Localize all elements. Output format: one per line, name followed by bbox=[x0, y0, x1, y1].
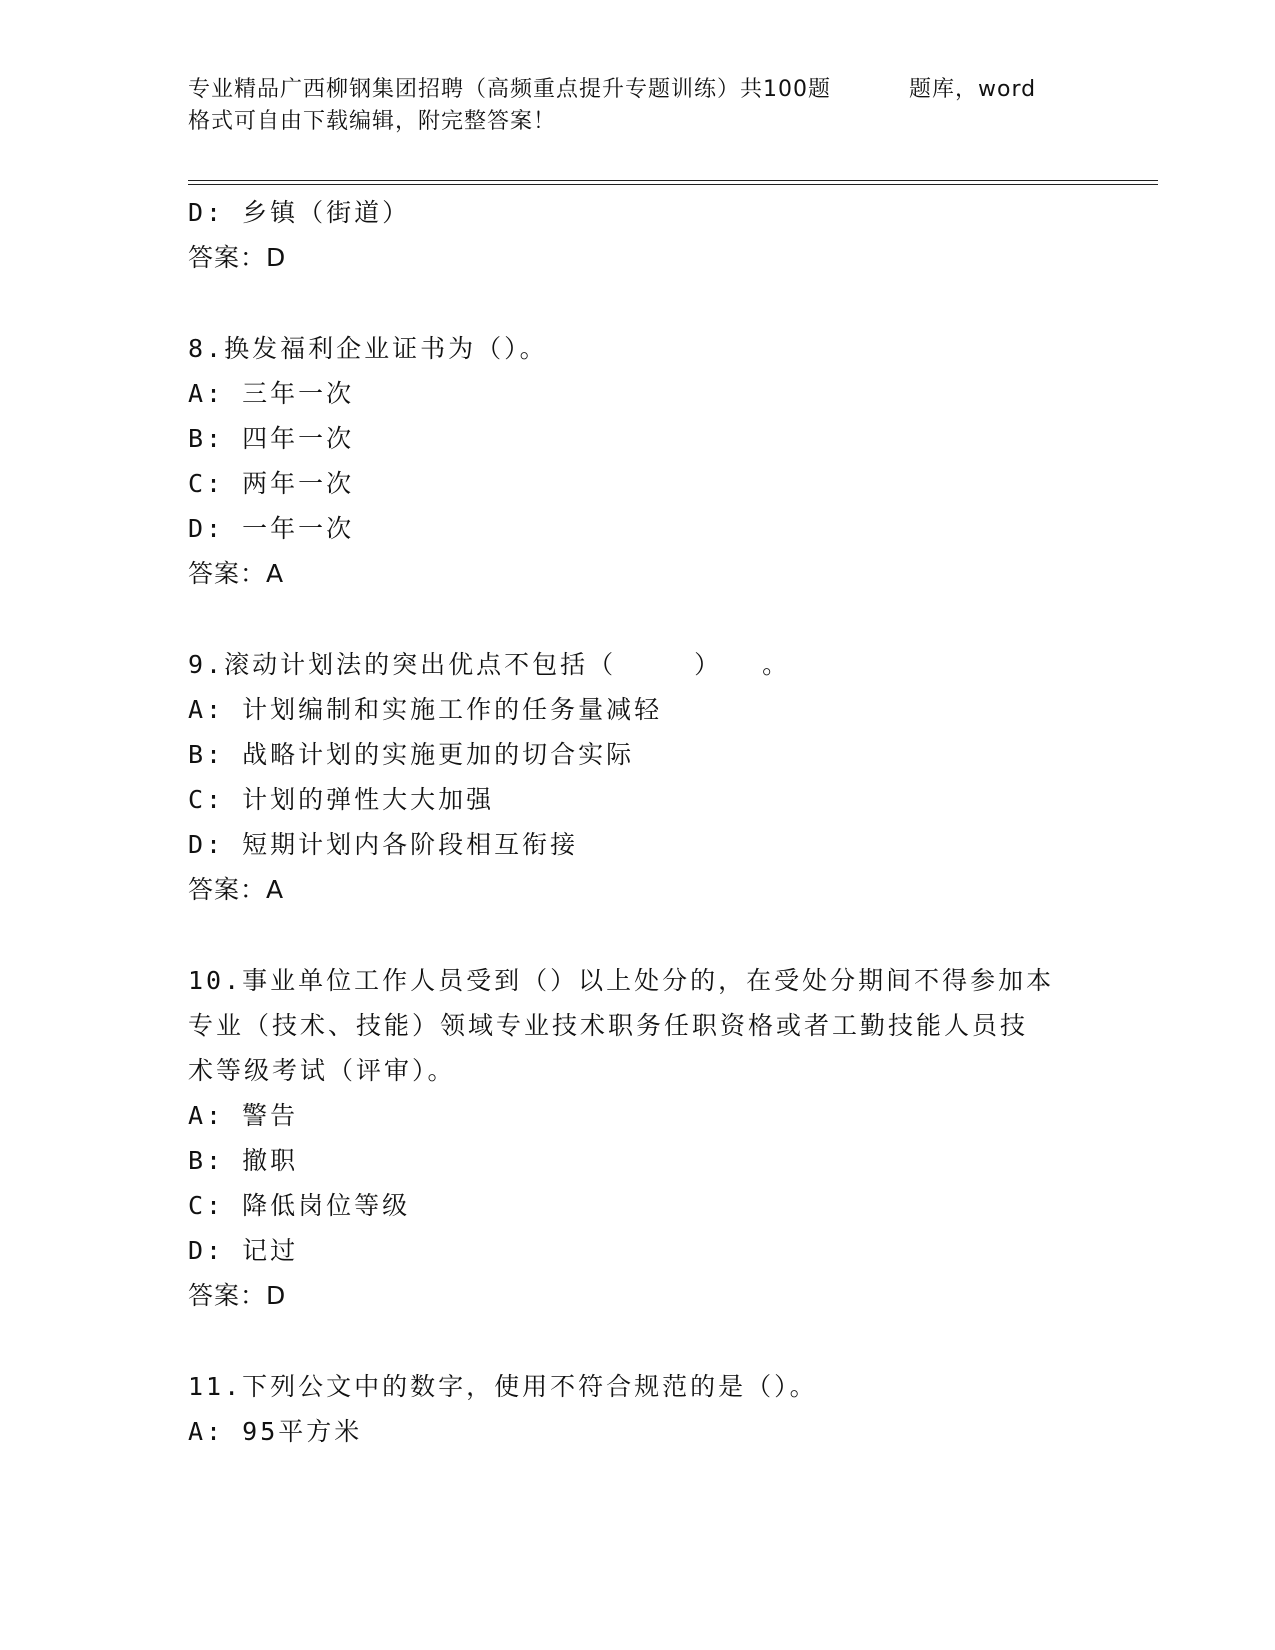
header-title: 专业精品广西柳钢集团招聘（高频重点提升专题训练）共100题 bbox=[188, 77, 831, 102]
q8-question: 8.换发福利企业证书为（）。 bbox=[188, 334, 548, 363]
q8-option-c: C: 两年一次 bbox=[188, 469, 355, 498]
question-content bbox=[188, 190, 1088, 1454]
q9-question-close: ） bbox=[694, 650, 723, 679]
q10-question-line-1: 10.事业单位工作人员受到（）以上处分的，在受处分期间不得参加本 bbox=[188, 966, 1055, 995]
header-line-2: 格式可自由下载编辑，附完整答案！ bbox=[188, 109, 557, 134]
q8-option-d: D: 一年一次 bbox=[188, 514, 355, 543]
q10-answer: 答案：D bbox=[188, 1281, 287, 1310]
q9-question bbox=[188, 642, 1088, 687]
q11-option-a: A: 95平方米 bbox=[188, 1417, 363, 1446]
q11-question: 11.下列公文中的数字，使用不符合规范的是（）。 bbox=[188, 1372, 818, 1401]
q10-option-c: C: 降低岗位等级 bbox=[188, 1191, 411, 1220]
q9-answer: 答案：A bbox=[188, 875, 285, 904]
header-divider-top bbox=[188, 180, 1158, 181]
q9-option-c: C: 计划的弹性大大加强 bbox=[188, 785, 495, 814]
q8-option-a: A: 三年一次 bbox=[188, 379, 355, 408]
q10-option-d: D: 记过 bbox=[188, 1236, 299, 1265]
q10-option-b: B: 撤职 bbox=[188, 1146, 299, 1175]
q9-option-d: D: 短期计划内各阶段相互衔接 bbox=[188, 830, 579, 859]
q9-question-end: 。 bbox=[762, 650, 791, 679]
q9-option-a: A: 计划编制和实施工作的任务量减轻 bbox=[188, 695, 663, 724]
spacer bbox=[188, 280, 1088, 326]
spacer bbox=[188, 912, 1088, 958]
q10-question-line-2: 专业（技术、技能）领域专业技术职务任职资格或者工勤技能人员技 bbox=[188, 1011, 1029, 1040]
header-line-1 bbox=[188, 74, 1088, 106]
q7-option-d: D: 乡镇（街道） bbox=[188, 198, 411, 227]
q8-answer: 答案：A bbox=[188, 559, 285, 588]
q10-option-a: A: 警告 bbox=[188, 1101, 299, 1130]
spacer bbox=[188, 596, 1088, 642]
q10-question-line-3: 术等级考试（评审）。 bbox=[188, 1056, 456, 1085]
spacer bbox=[188, 1318, 1088, 1364]
q7-answer: 答案：D bbox=[188, 243, 287, 272]
header-divider-bottom bbox=[188, 184, 1158, 185]
header-title-end: 题库，word bbox=[909, 77, 1037, 102]
q8-option-b: B: 四年一次 bbox=[188, 424, 355, 453]
document-header bbox=[188, 74, 1088, 138]
q9-question-text: 9.滚动计划法的突出优点不包括（ bbox=[188, 650, 617, 679]
q9-option-b: B: 战略计划的实施更加的切合实际 bbox=[188, 740, 635, 769]
